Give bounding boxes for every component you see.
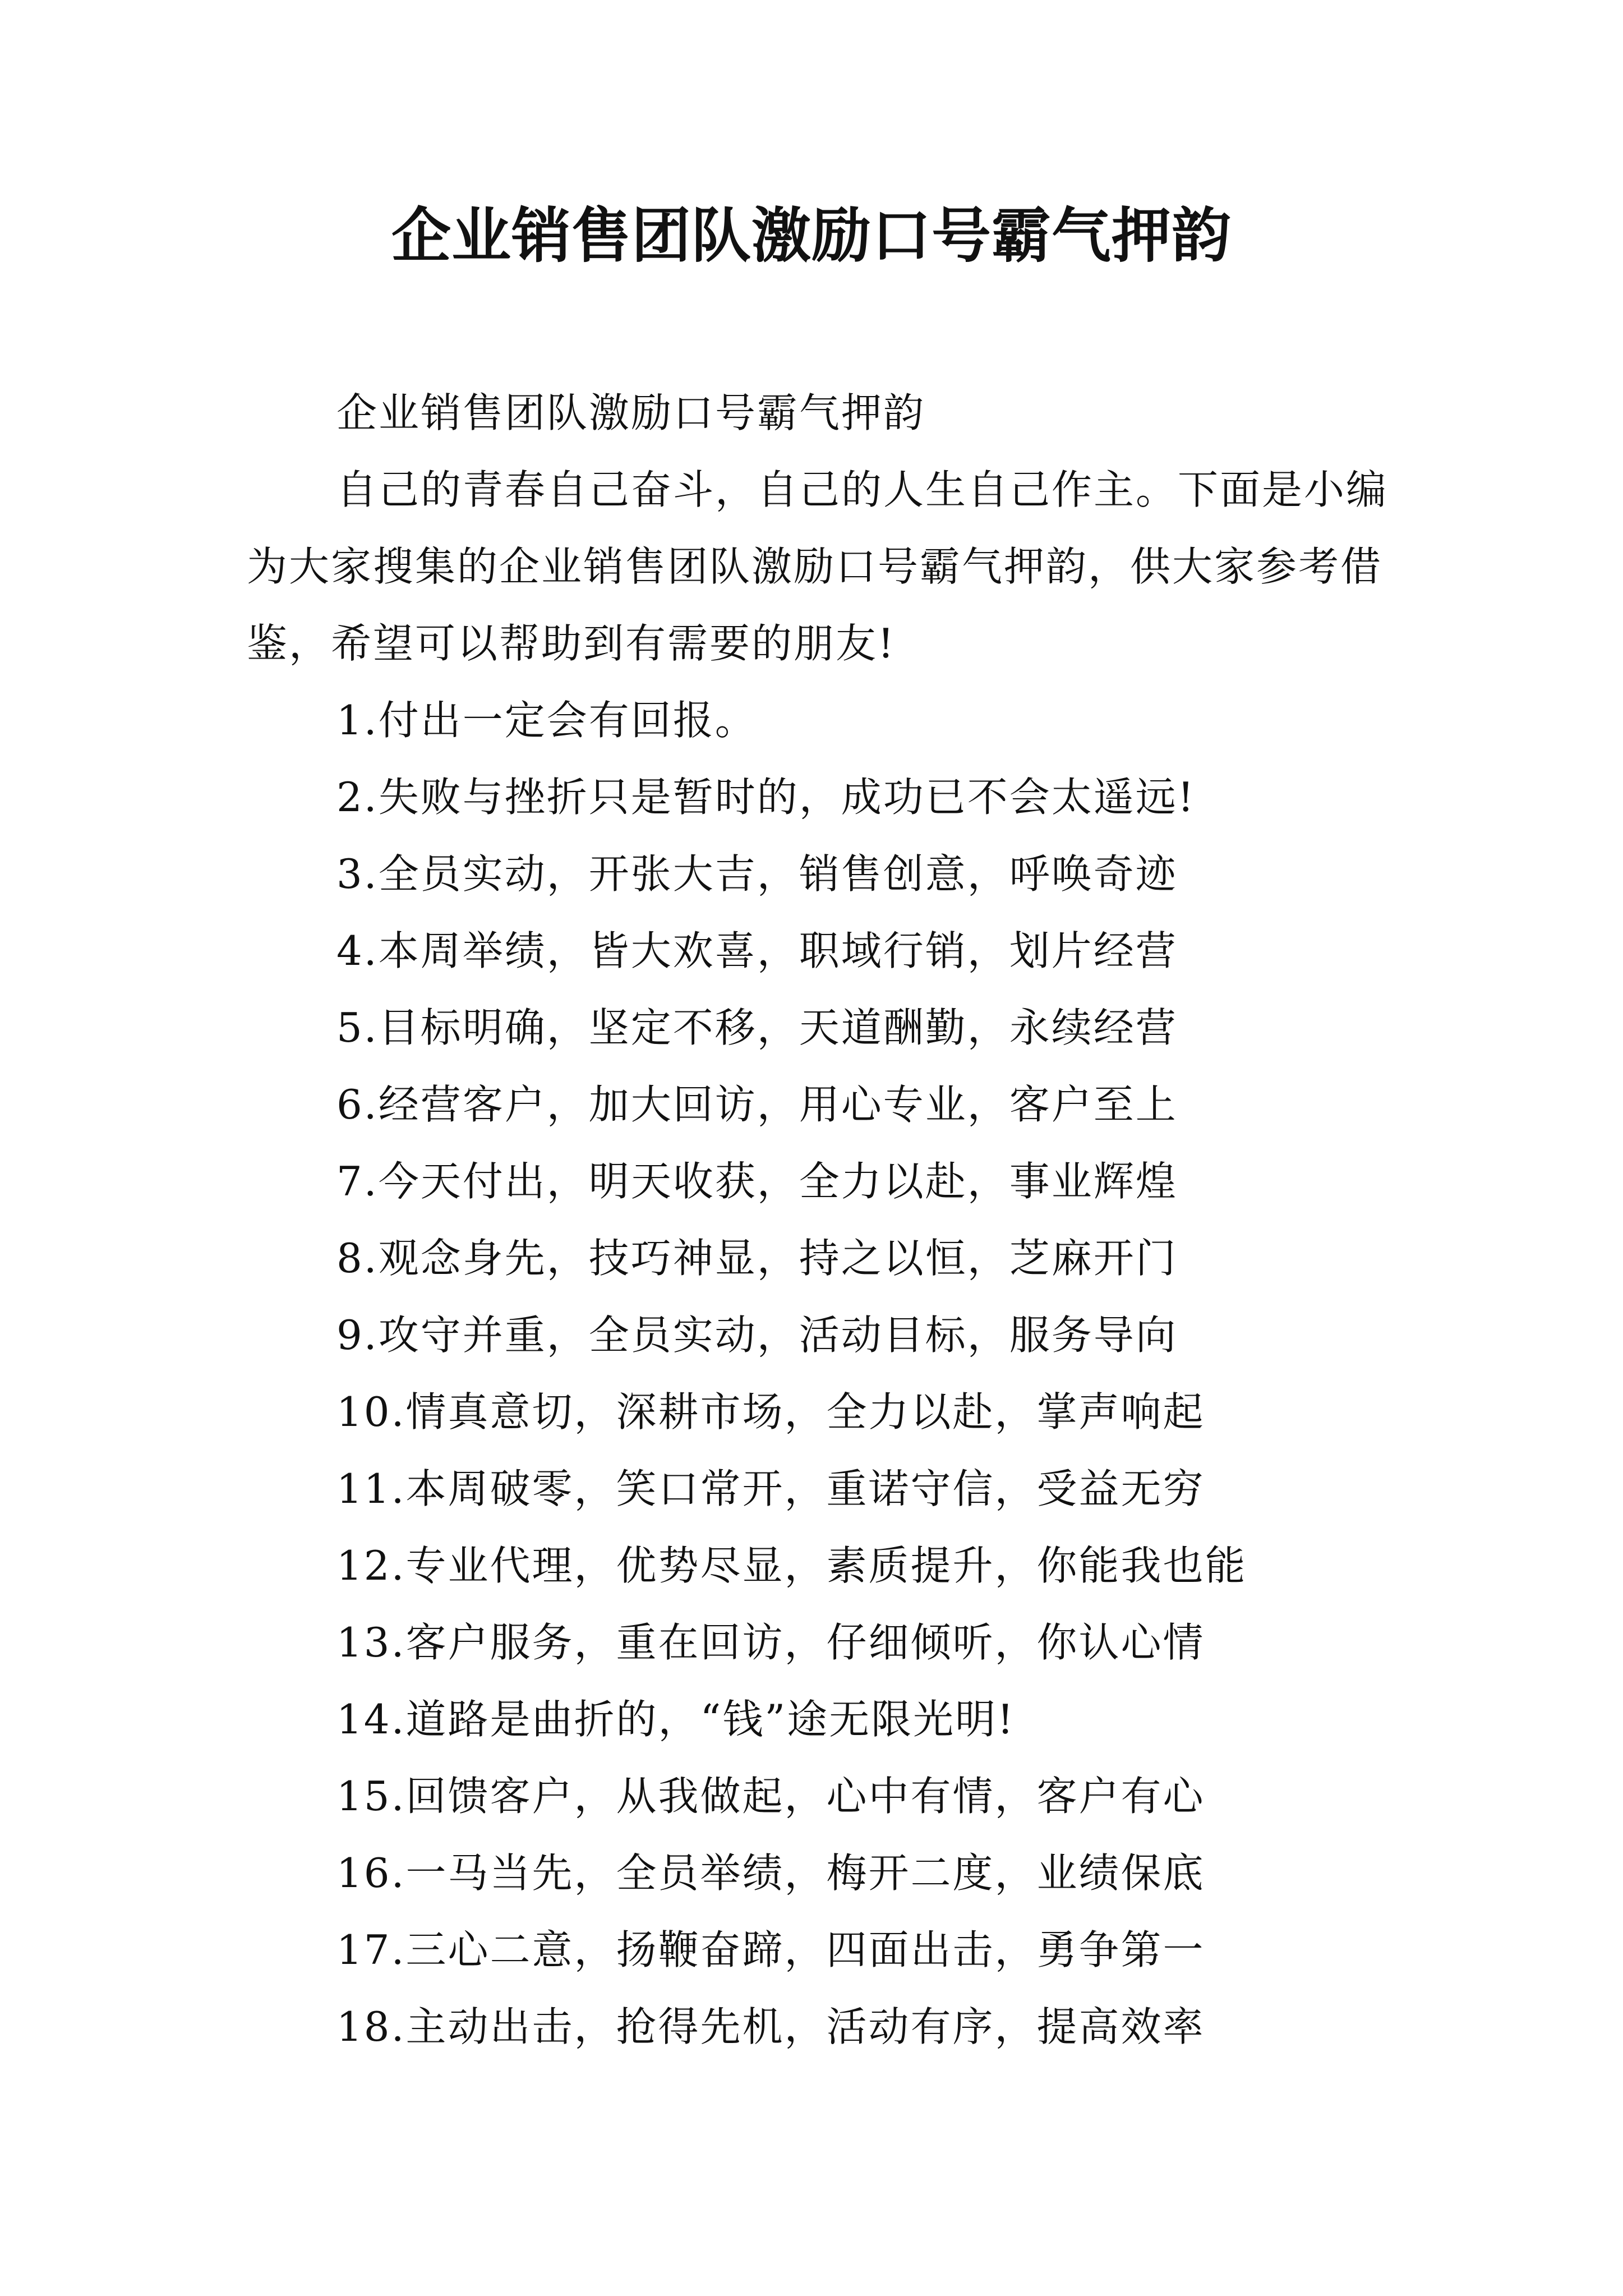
slogan-item: 7.今天付出，明天收获，全力以赴，事业辉煌 [336,1158,1178,1205]
document-title: 企业销售团队激励口号霸气押韵 [391,200,1232,270]
slogan-item: 3.全员实动，开张大吉，销售创意，呼唤奇迹 [336,850,1178,898]
document-body [247,375,1396,2065]
slogan-item: 17.三心二意，扬鞭奋蹄，四面出击，勇争第一 [336,1926,1205,1973]
slogan-item: 4.本周举绩，皆大欢喜，职域行销，划片经营 [336,927,1178,974]
slogan-item: 6.经营客户，加大回访，用心专业，客户至上 [336,1081,1178,1128]
slogan-item: 11.本周破零，笑口常开，重诺守信，受益无穷 [336,1465,1205,1512]
slogan-item: 14.道路是曲折的，“钱”途无限光明! [336,1696,1016,1743]
slogan-item: 16.一马当先，全员举绩，梅开二度，业绩保底 [336,1849,1205,1897]
slogan-item: 18.主动出击，抢得先机，活动有序，提高效率 [336,2003,1205,2050]
slogan-item: 13.客户服务，重在回访，仔细倾听，你认心情 [336,1619,1205,1666]
slogan-item: 8.观念身先，技巧神显，持之以恒，芝麻开门 [336,1235,1178,1282]
slogan-item: 9.攻守并重，全员实动，活动目标，服务导向 [336,1312,1178,1359]
slogan-item: 15.回馈客户，从我做起，心中有情，客户有心 [336,1773,1205,1820]
document-subtitle: 企业销售团队激励口号霸气押韵 [336,389,926,436]
slogan-item: 12.专业代理，优势尽显，素质提升，你能我也能 [336,1542,1247,1589]
slogan-item: 1.付出一定会有回报。 [336,697,757,744]
slogan-item: 5.目标明确，坚定不移，天道酬勤，永续经营 [336,1004,1178,1051]
slogan-item: 2.失败与挫折只是暂时的，成功已不会太遥远! [336,774,1196,821]
intro-paragraph: 自己的青春自己奋斗，自己的人生自己作主。下面是小编为大家搜集的企业销售团队激励口号霸气押韵，供大家参考借鉴，希望可以帮助到有需要的朋友! [247,466,1389,667]
slogan-item: 10.情真意切，深耕市场，全力以赴，掌声响起 [336,1388,1205,1435]
